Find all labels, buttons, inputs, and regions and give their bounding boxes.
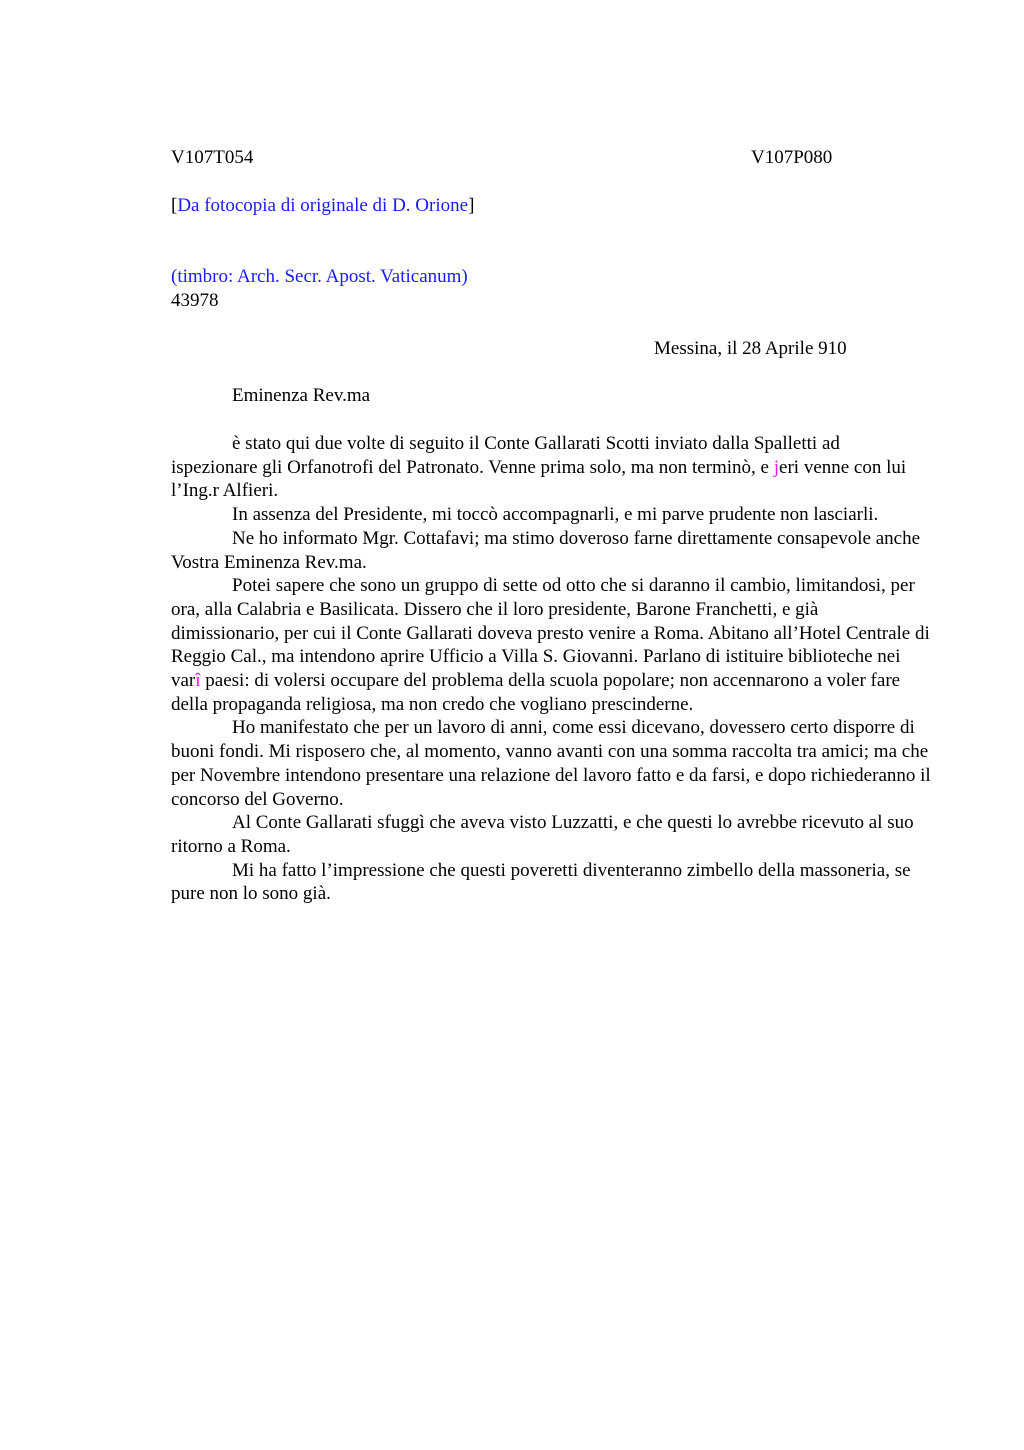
salutation: Eminenza Rev.ma: [232, 385, 371, 406]
paragraph-1-text-a: è stato qui due volte di seguito il Conte Gallarati Scotti inviato dalla Spalletti ad ispezionare gli Orfanotrofi del Patronato. Venne prima solo, ma non terminò, e: [171, 433, 840, 478]
paragraph-5: Ho manifestato che per un lavoro di anni, come essi dicevano, dovessero certo disporre di buoni fondi. Mi risposero che, al momento, vanno avanti con una somma raccolta tra amici; ma che per Novembre intendono presentare una relazione del lavoro fatto e da farsi, e dopo richiederanno il concorso del Governo.: [171, 717, 931, 810]
paragraph-1: [171, 432, 931, 503]
paragraph-4-text-a: Potei sapere che sono un gruppo di sette od otto che si daranno il cambio, limitandosi, per ora, alla Calabria e Basilicata. Dissero che il loro presidente, Barone Franchetti, e già dimissionario, per cui il Conte Gallarati doveva presto venire a Roma. Abitano all’Hotel Centrale di Reggio Cal., ma intendono aprire Ufficio a Villa S. Giovanni. Parlano di istituire biblioteche nei var: [171, 575, 930, 692]
letter-body: [171, 432, 931, 906]
document-code-left: V107T054: [171, 147, 254, 168]
document-code-right: V107P080: [751, 147, 833, 168]
source-note-close-bracket: ]: [468, 195, 475, 216]
correction-mark-i: î: [195, 670, 201, 692]
paragraph-4: [171, 574, 931, 716]
paragraph-2: In assenza del Presidente, mi toccò accompagnarli, e mi parve prudente non lasciarli.: [232, 504, 879, 526]
archive-number: 43978: [171, 290, 219, 311]
source-note-text: Da fotocopia di originale di D. Orione: [177, 195, 469, 216]
paragraph-1-text-b: eri venne con lui l’Ing.r Alfieri.: [171, 456, 907, 502]
place-date: Messina, il 28 Aprile 910: [654, 338, 847, 359]
paragraph-6: Al Conte Gallarati sfuggì che aveva visto Luzzatti, e che questi lo avrebbe ricevuto al suo ritorno a Roma.: [171, 812, 914, 857]
paragraph-3: Ne ho informato Mgr. Cottafavi; ma stimo doveroso farne direttamente consapevole anche Vostra Eminenza Rev.ma.: [171, 527, 921, 573]
stamp-note: (timbro: Arch. Secr. Apost. Vaticanum): [171, 266, 468, 287]
correction-mark-j: j: [773, 456, 780, 478]
paragraph-4-text-b: paesi: di volersi occupare del problema della scuola popolare; non accennarono a voler fare della propaganda religiosa, ma non credo che vogliano prescinderne.: [171, 670, 901, 715]
paragraph-7: Mi ha fatto l’impressione che questi poveretti diventeranno zimbello della massoneria, se pure non lo sono già.: [171, 859, 911, 905]
source-note: [171, 194, 474, 218]
source-note-open-bracket: [: [171, 195, 178, 216]
